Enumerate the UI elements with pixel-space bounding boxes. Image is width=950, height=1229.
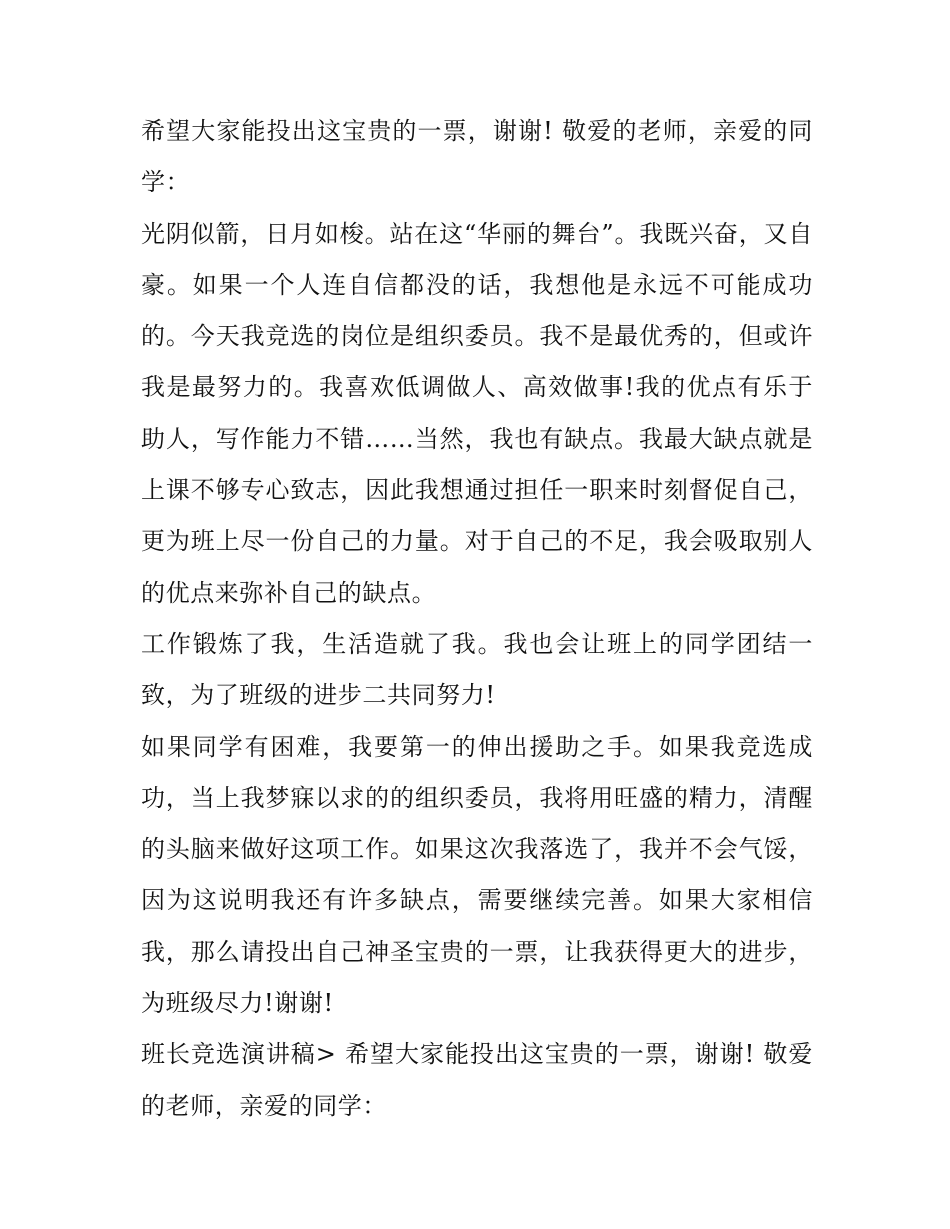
document-body bbox=[141, 106, 813, 1132]
paragraph-closing: 班长竞选演讲稿> 希望大家能投出这宝贵的一票，谢谢! 敬爱的老师，亲爱的同学： bbox=[141, 1040, 813, 1120]
paragraph-teamwork: 工作锻炼了我，生活造就了我。我也会让班上的同学团结一致，为了班级的进步二共同努力! bbox=[141, 629, 813, 710]
paragraph-greeting: 希望大家能投出这宝贵的一票，谢谢! 敬爱的老师，亲爱的同学： bbox=[141, 117, 813, 197]
paragraph-introduction: 光阴似箭，日月如梭。站在这“华丽的舞台”。我既兴奋，又自豪。如果一个人连自信都没的话，我想他是永远不可能成功的。今天我竞选的岗位是组织委员。我不是最优秀的，但或许我是最努力的。我喜欢低调做人、高效做事!我的优点有乐于助人，写作能力不错……当然，我也有缺点。我最大缺点就是上课不够专心致志，因此我想通过担任一职来时刻督促自己，更为班上尽一份自己的力量。对于自己的不足，我会吸取别人的优点来弥补自己的缺点。 bbox=[141, 219, 813, 607]
paragraph-commitment: 如果同学有困难，我要第一的伸出援助之手。如果我竞选成功，当上我梦寐以求的的组织委员，我将用旺盛的精力，清醒的头脑来做好这项工作。如果这次我落选了，我并不会气馁，因为这说明我还有许多缺点，需要继续完善。如果大家相信我，那么请投出自己神圣宝贵的一票，让我获得更大的进步，为班级尽力!谢谢! bbox=[141, 732, 813, 1018]
